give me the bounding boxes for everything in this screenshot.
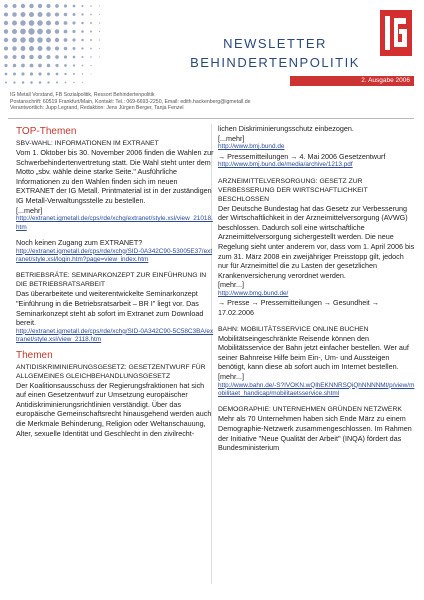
decorative-dot [4,12,8,16]
article-link[interactable]: http://extranet.igmetall.de/cps/rde/xchg/extranet/style.xsl/view_21018.htm [16,215,213,231]
article-link[interactable]: http://www.bmg.bund.de/ [218,289,289,297]
impressum-line: Postanschrift: 60519 Frankfurt/Main, Kontakt: Tel.: 069-6693-2250, Email: edith.hackenberg@igmetall.de [10,98,251,105]
decorative-dot [55,12,59,16]
decorative-dot [81,30,84,33]
decorative-dot [46,38,51,43]
impressum-line: Verantwortlich: Jupp Legrand, Redaktion: Jens Jürgen Berger, Tanja Fenzel [10,105,184,112]
decorative-dot [28,28,34,34]
decorative-dot [30,72,33,75]
decorative-dot [37,29,43,35]
decorative-dot [13,81,15,83]
decorative-dot [30,64,34,68]
decorative-dot [99,48,100,49]
decorative-dot [38,64,42,68]
decorative-dot [73,82,74,83]
decorative-dot [73,13,76,16]
decorative-dot [55,46,59,50]
decorative-dot [4,38,8,42]
decorative-dot [37,20,43,26]
article-link[interactable]: http://www.bmj.bund.de [218,143,285,151]
decorative-dot [38,72,41,75]
section-title-themen: Themen [16,349,53,361]
decorative-dot [64,55,67,58]
decorative-dot [20,20,26,26]
decorative-dot [22,81,25,84]
article-heading: SBV-WAHL: INFORMATIONEN IM EXTRANET [16,140,159,147]
decorative-dot [21,4,25,8]
more-label: [mehr...] [218,371,244,381]
decorative-dot [99,22,100,23]
decorative-dot [56,81,58,83]
decorative-dot [29,20,35,26]
decorative-dot [82,82,83,83]
decorative-dot [13,64,17,68]
decorative-dot [99,14,100,15]
article-heading: DEMOGRAPHIE: UNTERNEHMEN GRÜNDEN NETZWERK [218,406,402,414]
decorative-dot [81,56,83,58]
decorative-dot [64,21,68,25]
decorative-dot [56,73,59,76]
more-label: [...mehr] [218,133,245,143]
decorative-dot [55,64,58,67]
more-label: [...mehr] [16,205,43,215]
decorative-dot [13,73,16,76]
impressum [10,92,310,112]
decorative-dot [38,55,42,59]
article-text: Noch keinen Zugang zum EXTRANET? [16,237,143,247]
decorative-dot [29,37,35,43]
decorative-dot [30,81,33,84]
decorative-dot [55,4,59,8]
decorative-dot [72,38,75,41]
decorative-dot [73,5,76,8]
decorative-dot [90,56,92,58]
decorative-dot [72,30,75,33]
decorative-dot [81,5,83,7]
decorative-dot [12,38,17,43]
decorative-dot [73,64,75,66]
article-link[interactable]: http://extranet.igmetall.de/cps/rde/xchg/SID-0A342C90-5C58C3BA/extranet/style.xsl/view_2118.htm [16,327,214,344]
decorative-dot [5,73,8,76]
dot-pattern-decoration [0,0,150,88]
decorative-dot [73,47,76,50]
decorative-dot [4,55,8,59]
decorative-dot [21,12,26,17]
ig-metall-logo [380,10,412,56]
decorative-dot [64,38,68,42]
decorative-dot [4,46,8,50]
decorative-dot [21,64,25,68]
article-heading: ARZNEIMITTELVERSORGUNG: GESETZ ZUR VERBESSERUNG DER WIRTSCHAFTLICHKEIT BESCHLOSSEN [218,177,368,203]
decorative-dot [90,65,91,66]
article-heading: BAHN: MOBILITÄTSSERVICE ONLINE BUCHEN [218,325,369,333]
decorative-dot [29,46,34,51]
edition-label: 2. Ausgabe 2006 [361,77,410,84]
decorative-dot [12,12,17,17]
article-text: Mobilitätseingeschränkte Reisende können den Mobilitätsservice der Bahn jetzt einfacher bestellen. Wer auf seiner Bahnreise Hilfe beim Ein-, Um- und Aussteigen benötigt, kann diese ab sofort auch im Internet bestellen. [218,333,409,372]
newsletter-subtitle: BEHINDERTENPOLITIK [190,55,360,70]
decorative-dot [90,14,92,16]
article-text: lichen Diskriminierungsschutz einbezogen. [218,124,354,133]
article-heading: ANTIDISKRIMINIERUNGSGESETZ: GESETZENTWURF FÜR ALLGEMEINES GLEICHBEHANDLUNGSGESETZ [16,363,206,380]
decorative-dot [91,74,92,75]
decorative-dot [99,39,100,40]
article-text: Der Koalitionsausschuss der Regierungsfraktionen hat sich auf einen Gesetzentwurf zur Umsetzung europäischer Antidiskriminierungsrichtlinien verständigt. Über das europäische Gemeinschaftsrecht hinausgehend werden auch die Merkmale Behinderung, Religion oder Weltanschauung, Alter, sexuelle Identität und Geschlecht in den zivilrecht- [16,380,212,438]
newsletter-header [0,0,424,88]
decorative-dot [4,4,8,8]
left-column [16,124,214,438]
decorative-dot [29,4,33,8]
decorative-dot [64,13,68,17]
newsletter-title: NEWSLETTER [223,36,327,51]
link-path: → Presse → Pressemitteilungen → Gesundheit → 17.02.2006 [218,298,379,317]
right-column [218,124,416,453]
decorative-dot [29,55,33,59]
decorative-dot [20,29,26,35]
decorative-dot [55,21,59,25]
decorative-dot [12,46,17,51]
decorative-dot [90,48,92,50]
decorative-dot [82,73,83,74]
decorative-dot [81,13,83,15]
decorative-dot [90,22,92,24]
divider [8,118,414,119]
decorative-dot [65,82,67,84]
decorative-dot [12,55,16,59]
decorative-dot [64,30,68,34]
article-text: Das überarbeitete und weiterentwickelte Seminarkonzept "Einführung in die Betriebsratsarbeit – BR I" liegt vor. Das Seminarkonzept steht ab sofort im Extranet zum Download bereit. [16,289,204,328]
decorative-dot [21,46,26,51]
decorative-dot [64,47,68,51]
decorative-dot [82,65,84,67]
decorative-dot [12,29,17,34]
decorative-dot [46,29,51,34]
decorative-dot [47,64,51,68]
decorative-dot [12,4,16,8]
decorative-dot [64,4,67,7]
decorative-dot [64,73,66,75]
decorative-dot [46,21,51,26]
decorative-dot [5,81,7,83]
decorative-dot [81,22,84,25]
decorative-dot [72,21,75,24]
decorative-dot [64,64,67,67]
decorative-dot [37,37,43,43]
link-path: → Pressemitteilungen → 4. Mai 2006 Gesetzentwurf [218,151,386,161]
decorative-dot [46,12,51,17]
decorative-dot [4,29,8,33]
decorative-dot [47,73,50,76]
decorative-dot [90,39,92,41]
decorative-dot [20,37,26,43]
decorative-dot [4,64,7,67]
decorative-dot [55,55,59,59]
decorative-dot [12,21,17,26]
decorative-dot [39,81,42,84]
decorative-dot [81,47,83,49]
article-heading: BETRIEBSRÄTE: SEMINARKONZEPT ZUR EINFÜHRUNG IN DIE BETRIEBSRATSARBEIT [16,272,207,289]
decorative-dot [21,55,25,59]
decorative-dot [38,12,43,17]
article-text: Der Deutsche Bundestag hat das Gesetz zur Verbesserung der Wirtschaftlichkeit in der Arzneimittelversorgung (AVWG) beschlossen. Dadurch soll eine wirtschaftliche Arzneimittelversorgung sichergestellt werden. Die neue Regelung sieht unter anderem vor, dass vom 1. April 2006 bis zum 31. März 2008 ein zweijähriger Preisstopp gilt, jedoch nur für Arzneimittel die zu Lasten der gesetzlichen Krankenversicherung verordnet werden. [218,203,415,280]
decorative-dot [21,72,24,75]
decorative-dot [38,46,43,51]
decorative-dot [90,31,92,33]
decorative-dot [99,57,100,58]
decorative-dot [81,39,84,42]
article-link[interactable]: http://www.bahn.de/-S?IVOKN.wQlhEKNNRSQiQhNNNNMt/p/view/mobilitaet_handicap/mobilitaetsservice.shtml [218,381,415,397]
decorative-dot [73,73,75,75]
article-text: Vom 1. Oktober bis 30. November 2006 finden die Wahlen zur Schwerbehindertenvertretung statt. Die Wahl steht unter dem Motto „sbv. wähle deine starke Seite." Ausführliche Informationen zu den Wahlen finden sich im neuen EXTRANET der IG Metall. Printmaterial ist in der zuständigen IG Metall-Verwaltungsstelle zu bestellen. [16,148,214,205]
decorative-dot [38,4,42,8]
decorative-dot [99,6,100,7]
more-label: [mehr...] [218,280,244,290]
impressum-line: IG Metall Vorstand, FB Sozialpolitik, Ressort Behindertenpolitik [10,92,155,98]
decorative-dot [46,4,50,8]
decorative-dot [55,29,59,33]
decorative-dot [55,38,59,42]
decorative-dot [29,12,34,17]
decorative-dot [46,46,51,51]
article-link[interactable]: http://extranet.igmetall.de/cps/rde/xchg/SID-0A342C90-53005E37/extranet/style.xsl/login.htm?page=view_index.htm [16,247,213,263]
article-link[interactable]: http://www.bmj.bund.de/media/archive/1213.pdf [218,161,353,169]
article-text: Mehr als 70 Unternehmen haben sich Ende März zu einem Demographie-Netzwerk zusammengeschlossen. Im Rahmen der Initiative "Neue Qualität der Arbeit" (INQA) fördert das Bundesministerium [218,414,412,453]
decorative-dot [4,21,8,25]
decorative-dot [90,5,92,7]
section-title-top-themen: TOP-Themen [16,126,77,137]
decorative-dot [99,31,100,32]
decorative-dot [46,55,50,59]
decorative-dot [47,81,49,83]
decorative-dot [73,56,76,59]
